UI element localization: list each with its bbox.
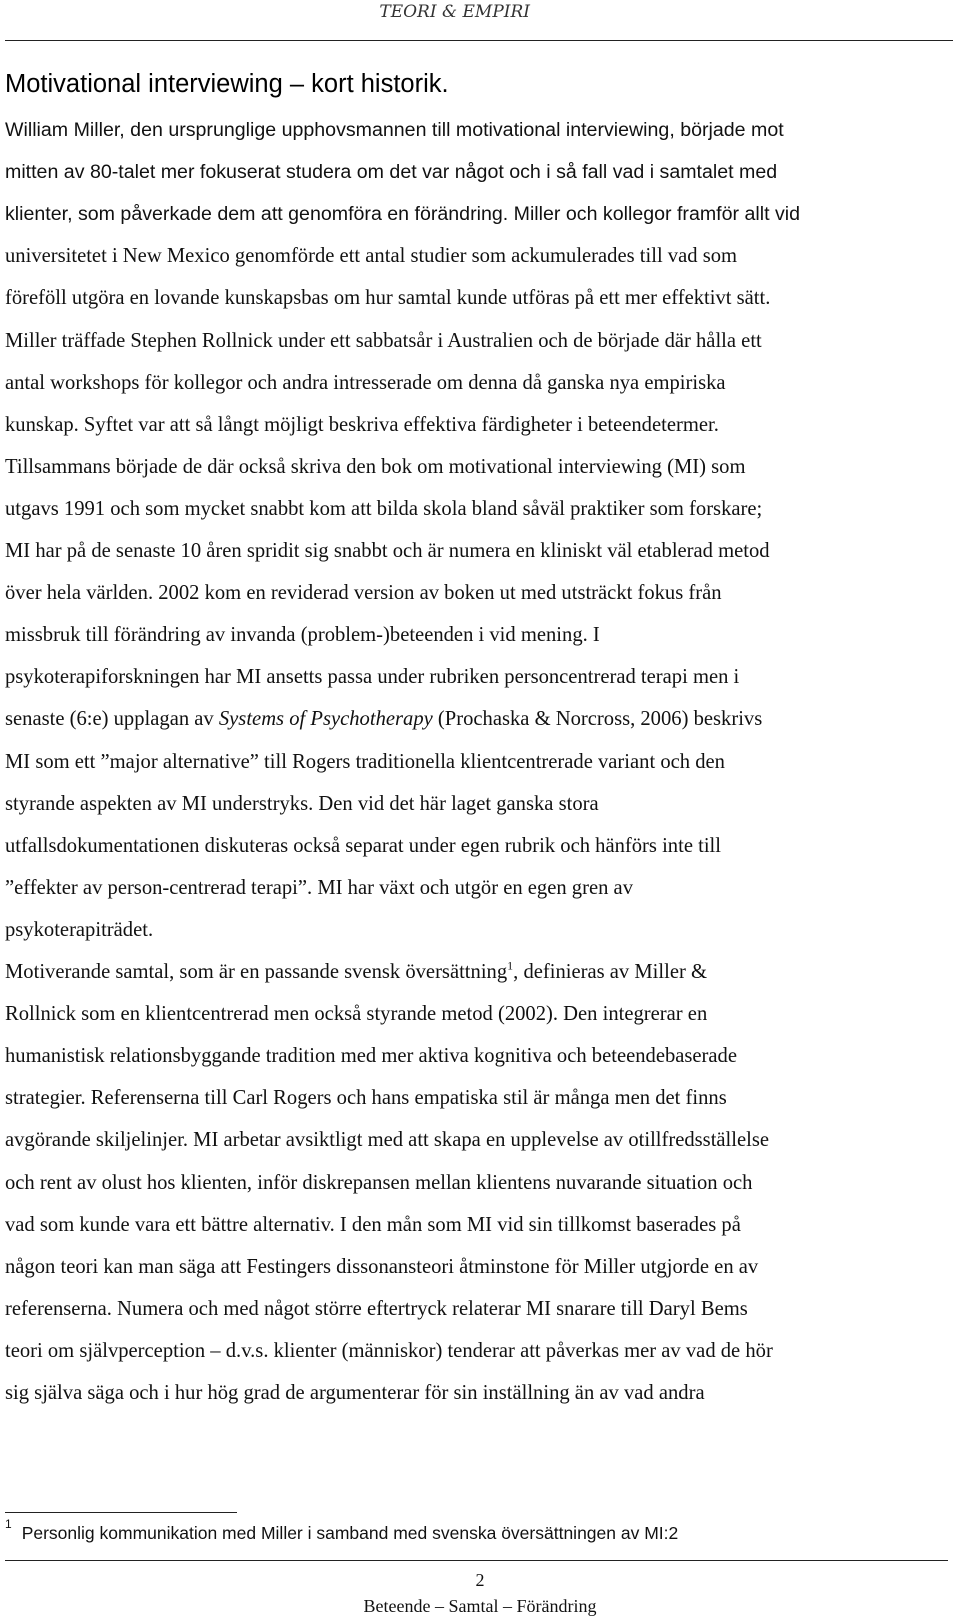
- paragraph-line: föreföll utgöra en lovande kunskapsbas om hur samtal kunde utföras på ett mer effektivt sätt.: [5, 287, 771, 310]
- line-text: , definieras av Miller &: [513, 961, 708, 983]
- line-text: senaste (6:e) upplagan av: [5, 708, 219, 731]
- running-head: TEORI & EMPIRI: [379, 2, 530, 22]
- paragraph-line: Rollnick som en klientcentrerad men också styrande metod (2002). Den integrerar en: [5, 1003, 708, 1026]
- paragraph-line: styrande aspekten av MI understryks. Den vid det här laget ganska stora: [5, 792, 599, 815]
- paragraph-line: referenserna. Numera och med något större eftertryck relaterar MI snarare till Daryl Bems: [5, 1297, 748, 1320]
- paragraph-line: universitetet i New Mexico genomförde ett antal studier som ackumulerades till vad som: [5, 245, 738, 268]
- paragraph-line: psykoterapiträdet.: [5, 918, 154, 941]
- book-title: Systems of Psychotherapy: [218, 708, 433, 731]
- paragraph-line: humanistisk relationsbyggande tradition med mer aktiva kognitiva och beteendebaserade: [5, 1045, 737, 1068]
- section-title: Motivational interviewing – kort historik.: [5, 70, 449, 98]
- paragraph-line: någon teori kan man säga att Festingers dissonansteori åtminstone för Miller utgjorde en av: [5, 1255, 759, 1278]
- footer-title: Beteende – Samtal – Förändring: [363, 1596, 597, 1616]
- paragraph-line: Tillsammans började de där också skriva den bok om motivational interviewing (MI) som: [5, 455, 746, 478]
- paragraph-line: missbruk till förändring av invanda (problem-)beteenden i vid mening. I: [5, 624, 600, 647]
- paragraph-line: över hela världen. 2002 kom en reviderad version av boken ut med utsträckt fokus från: [5, 582, 722, 605]
- footnote-reference: 1: [507, 958, 514, 973]
- paragraph-line: Miller träffade Stephen Rollnick under ett sabbatsår i Australien och de började där hålla ett: [5, 329, 762, 352]
- paragraph-line: William Miller, den ursprunglige upphovsmannen till motivational interviewing, började mot: [5, 119, 784, 141]
- paragraph-line: ”effekter av person-centrerad terapi”. MI har växt och utgör en egen gren av: [5, 876, 633, 899]
- paragraph-line: MI som ett ”major alternative” till Rogers traditionella klientcentrerade variant och den: [5, 750, 725, 773]
- paragraph-line: psykoterapiforskningen har MI ansetts passa under rubriken personcentrerad terapi men i: [5, 666, 740, 689]
- paragraph-line: och rent av olust hos klienten, inför diskrepansen mellan klientens nuvarande situation och: [5, 1171, 753, 1194]
- paragraph-line: MI har på de senaste 10 åren spridit sig snabbt och är numera en kliniskt väl etablerad metod: [5, 540, 770, 562]
- paragraph-line: kunskap. Syftet var att så långt möjligt beskriva effektiva färdigheter i beteendetermer.: [5, 413, 719, 436]
- paragraph-line: sig själva säga och i hur hög grad de argumenterar för sin inställning än av vad andra: [5, 1382, 705, 1404]
- line-text: Motiverande samtal, som är en passande svensk översättning: [5, 961, 508, 983]
- footnote: [5, 1517, 679, 1544]
- paragraph-line: strategier. Referenserna till Carl Rogers och hans empatiska stil är många men det finns: [5, 1087, 727, 1110]
- paragraph-line: [5, 951, 707, 993]
- paragraph-line: vad som kunde vara ett bättre alternativ. I den mån som MI vid sin tillkomst baserades på: [5, 1213, 741, 1236]
- paragraph-line: utfallsdokumentationen diskuteras också separat under egen rubrik och hänförs inte till: [5, 834, 721, 857]
- footnote-text: Personlig kommunikation med Miller i samband med svenska översättningen av MI:2: [21, 1523, 679, 1543]
- footnote-rule: [5, 1512, 237, 1513]
- page-number: 2: [475, 1570, 485, 1590]
- line-text: (Prochaska & Norcross, 2006) beskrivs: [432, 708, 763, 731]
- paragraph-line: antal workshops för kollegor och andra intresserade om denna då ganska nya empiriska: [5, 371, 726, 394]
- paragraph-line: teori om självperception – d.v.s. klienter (människor) tenderar att påverkas mer av vad de hör: [5, 1339, 773, 1362]
- paragraph-line: utgavs 1991 och som mycket snabbt kom att bilda skola bland såväl praktiker som forskare;: [5, 497, 763, 520]
- paragraph-line: [5, 698, 762, 740]
- paragraph-line: avgörande skiljelinjer. MI arbetar avsiktligt med att skapa en upplevelse av otillfredsställelse: [5, 1129, 770, 1152]
- footnote-marker: 1: [5, 1517, 12, 1532]
- paragraph-line: klienter, som påverkade dem att genomföra en förändring. Miller och kollegor framför allt vid: [5, 203, 801, 226]
- footer-rule: [5, 1560, 948, 1561]
- paragraph-line: mitten av 80-talet mer fokuserat studera om det var något och i så fall vad i samtalet med: [5, 161, 778, 184]
- header-rule: [5, 40, 953, 41]
